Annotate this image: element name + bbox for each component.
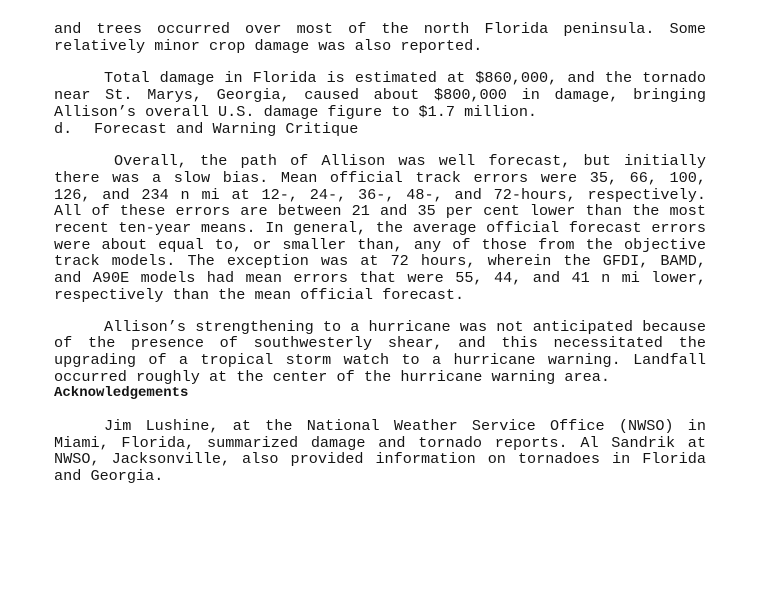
section-title: Forecast and Warning Critique	[94, 119, 359, 138]
acknowledgements-heading: Acknowledgements	[54, 385, 189, 402]
document-page	[54, 21, 706, 485]
paragraph-forecast-errors: Overall, the path of Allison was well forecast, but initially there was a slow bias. Mean official track errors were 35, 66, 100, 126, and 234 n mi at 12-, 24-, 36-, 48-, and 72-hours, respectively. All of these errors are between 21 and 35 per cent lower than the most recent ten-year means. In general, the average official forecast errors were about equal to, or smaller than, any of those from the objective track models. The exception was at 72 hours, wherein the GFDI, BAMD, and A90E models had mean errors that were 55, 44, and 41 n mi lower, respectively than the mean official forecast.	[54, 152, 706, 304]
section-number: d.	[54, 119, 73, 138]
paragraph-acknowledgements: Jim Lushine, at the National Weather Service Office (NWSO) in Miami, Florida, summarized damage and tornado reports. Al Sandrik at NWSO, Jacksonville, also provided information on tornadoes in Florida and Georgia.	[54, 417, 706, 486]
paragraph-crop-damage: and trees occurred over most of the north Florida peninsula. Some relatively minor crop damage was also reported.	[54, 20, 706, 55]
section-heading-forecast-critique	[54, 121, 706, 138]
paragraph-total-damage: Total damage in Florida is estimated at $860,000, and the tornado near St. Marys, Georgia, caused about $800,000 in damage, bringing Allison’s overall U.S. damage figure to $1.7 million.	[54, 69, 706, 121]
paragraph-strengthening: Allison’s strengthening to a hurricane was not anticipated because of the presence of southwesterly shear, and this necessitated the upgrading of a tropical storm watch to a hurricane warning. Landfall occurred roughly at the center of the hurricane warning area.	[54, 317, 706, 386]
